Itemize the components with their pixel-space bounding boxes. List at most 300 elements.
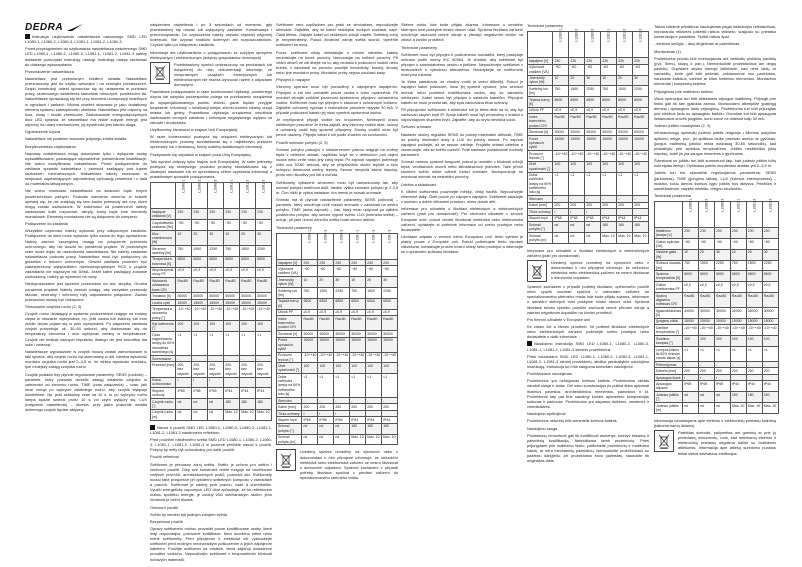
parameter-value: 15000 <box>208 299 224 305</box>
parameter-value: -10÷+40 <box>569 151 585 162</box>
parameter-value: 200, bez wtyczki <box>224 362 240 377</box>
parameter-value: nd <box>683 392 699 403</box>
parameter-value: ~60 <box>746 239 762 250</box>
parameter-label: Švietimo kampas [°] <box>655 336 683 347</box>
parameter-value: ≥0,9 <box>730 282 746 293</box>
parameter-value: Ra≥80 <box>366 316 382 331</box>
parameter-label: Temperatura barwowa [K] <box>151 256 176 267</box>
parameter-value: 200 <box>318 404 334 410</box>
parameter-value: ~60 <box>683 239 699 250</box>
table-row <box>277 352 398 363</box>
paragraph: Ke zdraví lidí a životní prostředí. Ve potřebě likvidace elektrických nebo elektronických zařízení požádejte svého prodejce nebo dodavatele o další informace. <box>527 323 649 340</box>
parameter-value: I <box>318 410 334 416</box>
section-heading: Bezpečnost použití <box>150 518 183 524</box>
parameter-value: 15000 <box>256 299 272 305</box>
parameter-value: 20 <box>746 249 762 260</box>
parameter-value: 200 <box>746 368 762 374</box>
parameter-value: 15000 <box>714 318 730 324</box>
parameter-value: IP44 <box>350 417 366 423</box>
model-name: L1081-1 <box>355 230 360 243</box>
parameter-label: Napájení [V] <box>277 259 302 265</box>
paragraph: Prožektorių remontuoti gali tik kvalifikuoti asmenys, turintys tinkamą ir patvirtintą kvalifikaciją. Neleidžiama keisti prožektorių. Prieš prijungdami prie maitinimo tinklo, patikrinkite prožektorių ir maitinimo kabelį, ar nėra mechaninių pažeidimų. Nenaudokite prožektoriaus su pažeistu dangteliu. Jei prožektorius buvo pažeistas, naudokite tik originalias dalis. <box>527 432 649 464</box>
paragraph: Je třeba pamatovat, že vhodný vodič je velmi důležitý. Pokud je napájecí kabel poškozen, musí jej vyměnit výrobce, jeho servisní technik nebo podobně kvalifikovaná osoba, aby se zabránilo nebezpečí. Kabel nesmí být připojen k ostatním kabelům. Připojení kabelu se musí provést tak, aby byla zachována třída ochrany. <box>401 79 523 105</box>
parameter-value: 30000 <box>585 129 601 135</box>
parameter-value: 750 <box>350 288 366 299</box>
parameter-value: 200 <box>730 368 746 374</box>
parameter-value: ≥0,9 <box>350 309 366 315</box>
paragraph: Niedopuszczalne jest łączenie przewodów na tzw. skrętkę. Groźba porażenia prądem! Należy zwrócić uwagę, aby wszystkie przewody fazowe, neutralny i ochronny były odpowiednio połączone. Zaciski przewodów muszą być dokręcone. <box>25 281 147 302</box>
parameter-label: Šviesos srautas [lm] <box>656 261 681 270</box>
model-header-cell <box>699 198 715 228</box>
parameter-value: 100 <box>699 336 715 347</box>
brand-logo: DEDRA <box>25 21 64 33</box>
model-header-cell <box>617 28 633 58</box>
parameter-value: ~60 <box>730 239 746 250</box>
parameter-value: 6500 <box>208 256 224 267</box>
parameter-value: 30000 <box>240 293 256 299</box>
parameter-value: 6500 <box>553 97 569 108</box>
technical-parameters-table <box>654 198 779 414</box>
table-row <box>151 377 272 388</box>
parameter-value: 200 <box>714 368 730 374</box>
parameter-label: Maitinimo įtampa [V] <box>655 228 683 239</box>
model-header-cell <box>633 28 649 58</box>
parameter-label: Przewód [mm] <box>151 362 176 377</box>
section-heading: Údržba a skladování <box>401 181 437 187</box>
parameter-value: Max. 10 <box>601 232 617 243</box>
parameter-value: 200 <box>633 202 649 208</box>
paragraph: Czujnik ruchu działający w systemie podczerwieni reaguje na zmiany ciepła w obszarze wykrywania, np. jeśli osoba lub zwierzę lub inne źródło ciepła pojawi się w polu wykrywania. Po włączeniu zasilania czujnik potrzebuje ok. 30–60 sekund, aby dostosować się do temperatury otoczenia i móc wykrywać zmiany w temperaturze. Czujnik nie emituje żadnych impulsów, dlatego nie jest szkodliwy dla ludzi i zwierząt. <box>25 311 147 347</box>
parameter-value: I <box>334 410 350 416</box>
parameter-label: Apsaugos klasė <box>656 375 681 380</box>
parameter-value: 6500 <box>617 97 633 108</box>
parameter-value: ~50 <box>208 220 224 231</box>
table-row <box>528 222 649 233</box>
parameter-value: -10÷+40 <box>350 352 366 363</box>
parameter-label: Czujnik ruchu [m] <box>151 409 176 420</box>
weee-text: Uvedený symbol umístěný na výrobcích nebo v dokumentaci k nim připojené informuje, že nefunkční elektrická nebo elektronická zařízení se nesmí likvidovat s domovním odpadem. Správné zacházení v případě potřeby likvidace spočívá v předání zařízení do specializovaného sběrného místa. <box>300 449 398 480</box>
parameter-label: Strumień świetlny [lm] <box>151 246 176 257</box>
parameter-value: -10÷+40 <box>366 352 382 363</box>
paragraph: Wszystkie czynności należy wykonać przy odłączonym zasilaniu. Podłączenie do sieci może wykonać tylko osoba do tego uprawniona. Należy zwrócić szczególną uwagę na połączenie przewodu ochronnego, aby nie doszło do porażenia prądem. W przeciwnym razie może dojść do uszkodzenia naświetlacza. Nie należy zasłaniać naświetlacza podczas pracy. Naświetlacz musi być podłączony do gniazdka z bolcem ochronnym. Obwód zasilania powinien być zabezpieczony wyłącznikiem różnicowoprądowym RCD o prądzie zadziałania nie większym niż 30mA. Jeżeli kabel zasilający zostanie uszkodzony, należy go wymienić na nowy. <box>25 228 147 280</box>
table-header-row <box>277 233 398 259</box>
paragraph: Infraraudonųjų spindulių judesio jutiklis reaguoja į šilumos pokyčius aptikimo srityje, pvz., jei aptikimo lauke pasirodo asmuo ar gyvūnas. Įjungus maitinimą jutikliui reikia maždaug 30-60 sekundžių, kad prisitaikytų prie aplinkos temperatūros. Jutiklis neskleidžia jokių impulsų, todėl jis yra saugus žmonėms ir gyvūnams. <box>654 130 776 156</box>
parameter-value: ≥0,9 <box>382 309 398 315</box>
model-name: L1080-2 <box>323 230 328 243</box>
table-row <box>655 392 779 403</box>
parameter-value: - <box>302 397 318 403</box>
parameter-value: Ra≥80 <box>601 114 617 129</box>
parameter-label: Napájení [V] <box>528 58 553 64</box>
parameter-label: Czas nagrzewania lampy do 60% strumienia świetlnego [s] <box>152 332 175 355</box>
parameter-value: Max. 10 <box>746 403 762 414</box>
parameter-value: 20 <box>366 277 382 288</box>
parameter-value: 180 <box>746 392 762 403</box>
parameter-value: 230 <box>601 58 617 64</box>
parameter-value: 1500 <box>617 86 633 97</box>
parameter-value: 6500 <box>633 97 649 108</box>
parameter-value: Ra≥80 <box>318 316 334 331</box>
parameter-value: <1 <box>192 332 208 356</box>
paragraph: Správné zacházení v případě potřeby likvidace, opětovného použití nebo využití součástí spočívá v odevzdání zařízení do specializovaného sběrného místa, kde bude přijato zdarma. Informace o umístění sběrných míst poskytne místní obecní úřad. Správná likvidace tohoto výrobku pomůže zachovat cenné přírodní zdroje a zabrání negativním dopadům na životní prostředí. <box>527 284 649 315</box>
parameter-value: ≥0,9 <box>366 309 382 315</box>
parameter-value: Ra≥80 <box>683 293 699 308</box>
parameter-value: <1 <box>302 374 318 398</box>
crossed-bin-icon <box>527 260 547 282</box>
section-title-text: Naudojimo instrukcija SMD LED L1080-1, L1080-2, L1080-3, L1081-1, L1081-2, L1081-3 sieninis prožektorius <box>527 341 649 352</box>
table-row <box>655 403 779 414</box>
parameter-value: IP65 <box>334 417 350 423</box>
paragraph: Informace pro uživatele o likvidaci elektrických a elektronických zařízení (platí pro domácnosti). Pro obchodní uživatele v zemích Evropské unie: pokud chcete likvidovat elektrická nebo elektronická zařízení, vyžádejte si potřebné informace od svého prodejce nebo dodavatele. <box>401 206 523 232</box>
parameter-label: Stupeň krytí <box>277 417 302 423</box>
paragraph: Je nepřípustné připojit vodiče tzv. kroucením. Nebezpečí úrazu elektrickým proudem! Je třeba zajistit, aby všechny vodiče fáze, nulový a ochranný vodič byly správně připojeny. Svorky vodičů musí být pevně utaženy. Připojte kabel k síti podle značení na svorkovnici. <box>276 117 398 138</box>
parameter-value: - <box>601 196 617 202</box>
model-header-cell <box>176 179 192 209</box>
section-heading: Připojení k napájení <box>276 77 311 83</box>
parameter-label: Úhel vyzařování [°] <box>528 161 553 172</box>
parameter-value: Max. 10 <box>382 434 398 445</box>
parameter-value: Ra≥80 <box>302 316 318 331</box>
parameter-value: -10÷+40 <box>746 325 762 336</box>
paragraph: Snímač má tři plynule nastavitelné parametry: SENS (citlivost) – parametr, který umožňuje určit rozsah snímače v závislosti na směru pohybu. TIME (doba zapnutí) – čas, který musí uplynout po zjištění posledního pohybu, aby senzor vypnul světlo. LUX (intenzita světla) – určuje, při jaké úrovni denního světla bude senzor aktivní. <box>276 197 398 223</box>
parameter-value: 200 <box>617 202 633 208</box>
parameter-value: Ra≥80 <box>240 278 256 293</box>
parameter-value: 30000 <box>366 331 382 337</box>
model-name: L1081-1 <box>736 198 741 212</box>
parameter-value: 100 <box>334 363 350 374</box>
parameter-value: 10 <box>683 249 699 260</box>
parameter-value: I <box>569 209 585 215</box>
table-row <box>528 97 649 108</box>
section-heading: Pro firemní uživatele v Evropské unii <box>527 316 590 322</box>
weee-notice <box>527 260 649 282</box>
table-row <box>151 362 272 377</box>
section-heading: Prožektoriaus naudojimas <box>527 371 572 377</box>
parameter-value: IP65 <box>553 215 569 221</box>
parameter-value: - <box>699 361 715 367</box>
model-header-cell <box>762 198 778 228</box>
paragraph: Světlomet je přenosný zdroj světla. Světlo je určeno pro vnitřní i venkovní použití. Díky své konstrukci dobře funguje na osvětlování vnějších povrchů, architektonických prvků, pomníků atd. Světlomety budou také prospěšné při vytváření světelných kompozic v zahradách a parcích. Světlomet je odolný proti prachu, vodě a chemikáliím. Využití energeticky úsporných LED diod způsobuje, že se reflektorem nízkou spotřebu energie, je odolný vůči mechanickým rázům, jeho životnost je velmi dlouhá. <box>150 461 272 503</box>
model-name: L1081-1 <box>606 28 611 42</box>
paragraph: Sběrné místo, kde bude přijato zdarma. Informace o umístění sběrných míst poskytne místní obecní úřad. Správná likvidace zařízení umožňuje zachovat cenné zdroje a předejít negativním vlivům na zdraví a životní prostředí. <box>401 22 523 43</box>
table-row <box>151 409 272 420</box>
parameter-value: 30000 <box>714 308 730 319</box>
model-name: L1081-2 <box>622 28 627 42</box>
parameter-value: -10÷+40 <box>714 325 730 336</box>
parameter-value: <1 <box>366 374 382 398</box>
parameter-value: 20 <box>240 230 256 245</box>
parameter-value: ~60 <box>350 266 366 277</box>
parameter-value: ≥0,9 <box>334 309 350 315</box>
model-name: L1080-2 <box>574 28 579 42</box>
parameter-label: Index barevného podání CRI <box>277 316 302 331</box>
table-header-row <box>655 202 779 228</box>
parameter-value: Ra≥80 <box>730 293 746 308</box>
section-heading: Ograniczenie użycia <box>25 129 61 135</box>
parameter-value: 100 <box>240 321 256 332</box>
paragraph: Prožektorius yra nešiojamas šviesos šaltinis. Prožektorius skirtas naudoti viduje ir lauke. Dėl savo konstrukcijos jis puikiai tinka apšviesti išorinius paviršius, architektūrinius elementus, paminklus ir kt. Prožektoriai taip pat bus naudingi kuriant apšvietimo kompozicijas soduose ir parkuose. Prožektorius yra atsparus dulkėms, vandeniui ir chemikalams. <box>527 378 649 409</box>
parameter-label: Účiník PF <box>277 309 302 315</box>
parameter-value: 30000 <box>382 331 398 337</box>
parameter-label: Pritemdymas <box>655 361 683 367</box>
table-row <box>151 278 272 293</box>
parameter-value: 30 <box>633 75 649 86</box>
parameter-label: Teplota barvy [K] <box>277 298 302 309</box>
parameter-value: Max. 10 <box>617 232 633 243</box>
model-header-cell <box>208 179 224 209</box>
model-header-cell <box>601 28 617 58</box>
parameter-value: - <box>350 397 366 403</box>
parameter-label: Trwałość [h] <box>151 293 176 299</box>
parameter-value: -10÷+40 <box>617 151 633 162</box>
parameter-value: 100 <box>714 336 730 347</box>
parameter-value: Ra≥80 <box>714 293 730 308</box>
parameter-value: <1 <box>730 346 746 361</box>
section-heading: Použití snímače pohybu (2, 3) <box>276 139 328 145</box>
parameter-value: 1500 <box>240 246 256 257</box>
parameter-value: -10÷+40 <box>240 306 256 321</box>
table-row <box>528 114 649 129</box>
parameter-label: Ilgaamžiškumas [h] <box>656 308 682 317</box>
parameter-value: - <box>633 196 649 202</box>
model-header-cell <box>240 179 256 209</box>
parameter-value: Max. 10 <box>633 232 649 243</box>
model-header-cell <box>730 198 746 228</box>
parameter-value: <1 <box>350 374 366 398</box>
table-row <box>277 288 398 299</box>
parameter-label: Životnost [h] <box>528 129 553 135</box>
parameter-value: IP44 <box>240 388 256 399</box>
paragraph: Naświetlacz nie powinien stanowić jedynego źródła światła. <box>25 136 128 142</box>
parameter-value: I <box>585 209 601 215</box>
table-row <box>277 277 398 288</box>
parameter-value: 200 <box>601 202 617 208</box>
parameter-value: 30 <box>334 277 350 288</box>
parameter-value: 15000 <box>224 299 240 305</box>
parameter-value: - <box>240 355 256 361</box>
parameter-label: Stopień ochrony <box>151 388 176 399</box>
parameter-value: -10÷+40 <box>683 325 699 336</box>
model-header-cell <box>569 28 585 58</box>
parameter-value: 30 <box>762 249 778 260</box>
parameter-value: nd <box>318 434 334 445</box>
parameter-value: ~60 <box>714 239 730 250</box>
table-row <box>655 260 779 271</box>
parameter-value: nd <box>585 222 601 233</box>
parameter-label: Częstotliwość zasilania [Hz] <box>151 220 176 231</box>
parameter-value: 100 <box>569 161 585 172</box>
text-column <box>527 22 649 465</box>
parameter-label: Galios koeficientas PF <box>655 282 683 293</box>
parameter-value: 180 <box>366 423 382 434</box>
table-header-row <box>528 32 649 58</box>
parameter-value: 100 <box>617 161 633 172</box>
parameter-value: Ra≥80 <box>382 316 398 331</box>
parameter-value: IP65 <box>192 388 208 399</box>
parameter-value: 200, bez wtyczki <box>192 362 208 377</box>
parameter-value: 230 <box>553 58 569 64</box>
parameter-value: -10÷+40 <box>256 306 272 321</box>
parameter-value: ~60 <box>318 266 334 277</box>
parameter-value: 200 <box>350 404 366 410</box>
parameter-value: 750 <box>176 246 192 257</box>
parameter-label: Kabelis [mm] <box>655 368 683 374</box>
parameter-value: I <box>683 374 699 380</box>
parameter-value: -10÷+40 <box>224 306 240 321</box>
parameter-value: ≥0,9 <box>683 282 699 293</box>
model-header-cell <box>746 198 762 228</box>
parameter-value: - <box>318 397 334 403</box>
parameter-value: 10 <box>730 249 746 260</box>
parameter-value: 180 <box>382 423 398 434</box>
parameter-value: 200, bez wtyczki <box>208 362 224 377</box>
parameter-value: ~50 <box>224 220 240 231</box>
table-row <box>528 75 649 86</box>
parameter-value: - <box>617 196 633 202</box>
parameter-value: 750 <box>224 246 240 257</box>
parameter-value: ≥0,9 <box>633 107 649 113</box>
parameter-label: Jmenovitý výkon [W] <box>277 277 302 288</box>
table-row <box>528 135 649 150</box>
parameter-value: 30000 <box>601 129 617 135</box>
paragraph: Likvidace odpadu v zemích mimo Evropskou unii: tento symbol je platný pouze v Evropské unii. Pokud potřebujete tento výrobek zlikvidovat, kontaktujte prosím místní úřady nebo prodejce a informujte se o správném způsobu likvidace. <box>401 233 523 255</box>
parameter-value: nd <box>569 222 585 233</box>
crossed-bin-icon <box>276 449 296 471</box>
parameter-value: 10 <box>553 75 569 86</box>
table-row <box>151 332 272 356</box>
section-heading: Techniniai parametrai <box>654 193 691 199</box>
parameter-value: 100 <box>746 336 762 347</box>
parameter-value: 180 <box>601 222 617 233</box>
crossed-bin-icon <box>150 62 170 84</box>
weee-text: Przedstawiony symbol umieszczony na produktach lub dołączonej do nich dokumentacji informuje, że niesprawnych urządzeń elektrycznych lub elektronicznych nie można wyrzucać razem z odpadami domowymi. <box>174 61 272 88</box>
parameter-value: -10÷+40 <box>334 352 350 363</box>
model-header-cell <box>192 179 208 209</box>
parameter-value: -10÷+40 <box>176 306 192 321</box>
paragraph: Przed przystąpieniem do użytkowania naświetlacza naściennego SMD LED L1080-1, L1080-2, L1080-3, L1081-1, L1081-2, L1081-3 należy dokładnie przeczytać instrukcję obsługi. Instrukcję należy zachować do dalszego wykorzystania. <box>25 46 147 67</box>
parameter-value: Ra≥80 <box>569 114 585 129</box>
parameter-value: 230 <box>366 259 382 265</box>
parameter-value: <1 <box>714 346 730 361</box>
parameter-value: nd <box>176 409 192 420</box>
parameter-value: 750 <box>553 86 569 97</box>
section-heading: Stosowanie czujnika ruchu (2, 3) <box>25 304 82 309</box>
parameter-value: <1 <box>318 374 334 398</box>
parameter-value: 180 <box>224 399 240 410</box>
parameter-value: Ra≥80 <box>176 278 192 293</box>
section-heading: Naudojimo sauga <box>527 425 558 431</box>
parameter-value: 230 <box>318 259 334 265</box>
parameter-value: 1500 <box>699 260 715 271</box>
paragraph: Pozor: světlomet nikdy neinstalujte s ručním nářadím, kabely neumisťujte na horké povrchy. Nemontujte na hořlavé povrchy. Při vrtání otvorů ve zdi dbejte na to, aby nedošlo k poškození vodičů nebo trubek, v závislosti na povrchu použijte hmoždinky, šrouby, šrouby nebo jiné montážní prvky. Montážní prvky nejsou součástí sady. <box>276 49 398 76</box>
parameter-value: 15000 <box>730 318 746 324</box>
parameter-value: - <box>366 397 382 403</box>
paragraph: W razie konieczności pozbycia się urządzeń elektrycznych lub elektronicznych, prosimy skontaktować się z najbliższym punktem sprzedaży lub z dostawcą, którzy udzielą dodatkowych informacji. <box>150 134 272 150</box>
parameter-label: Účiník PF <box>528 107 553 113</box>
paragraph: Nie wolno montować naświetlacza na ścianach bądź innych powierzchniach palnych. Podczas wiercenia otworów w ścianie upewnij się, że nie znajdują się tam żadne przewody ani rury, które mogą zostać uszkodzone. W zależności od powierzchni należy zastosować kołki rozporowe, wkręty, śruby bądź inne elementy montażowe. Elementy montażowe nie są dołączone do kompletu. <box>25 188 147 219</box>
table-row <box>655 249 779 260</box>
text-column <box>150 22 272 564</box>
parameter-label: Životnost [h] <box>277 331 302 337</box>
parameter-label: Spalvos temperatūra [K] <box>655 271 683 282</box>
parameter-value: 6500 <box>302 298 318 309</box>
parameter-value <box>224 377 240 388</box>
model-name: L1081-3 <box>261 179 266 193</box>
parameter-value: 180 <box>240 399 256 410</box>
model-name: L1080-1 <box>181 179 186 193</box>
parameter-value: ~60 <box>633 64 649 75</box>
parameter-value: I <box>553 209 569 215</box>
table-row <box>277 266 398 277</box>
parameter-label: Světelný tok [lm] <box>277 288 302 299</box>
model-header-cell <box>683 198 699 228</box>
parameter-value: 180 <box>256 399 272 410</box>
parameter-value: 100 <box>208 321 224 332</box>
parameter-value: 6500 <box>192 256 208 267</box>
parameter-value: 15000 <box>746 318 762 324</box>
parameter-value: 20 <box>569 75 585 86</box>
parameter-value: 6500 <box>585 97 601 108</box>
parameter-value: ≥0,9 <box>617 107 633 113</box>
parameter-value: 100 <box>366 363 382 374</box>
parameter-value: 750 <box>601 86 617 97</box>
parameter-value: 15000 <box>318 337 334 352</box>
table-header-cell <box>528 32 553 58</box>
table-row <box>277 337 398 352</box>
table-header-cell <box>277 233 302 259</box>
parameter-value: IP65 <box>683 381 699 392</box>
parameter-value: Ra≥80 <box>762 293 778 308</box>
parameter-label: Kabel [mm] <box>277 404 302 410</box>
parameter-value: -10÷+40 <box>382 352 398 363</box>
parameter-value: 30000 <box>334 331 350 337</box>
parameter-value: - <box>553 196 569 202</box>
model-header-cell <box>224 179 240 209</box>
model-header-cell <box>366 230 382 259</box>
parameter-value: 230 <box>302 259 318 265</box>
parameter-value: <1 <box>208 332 224 356</box>
parameter-value: 15000 <box>762 318 778 324</box>
table-row <box>655 346 779 361</box>
paragraph: Taikos reikšmė pritaikinus naudojamas pagal instrukcijos reikalavimus, nepraranda reikšmės pakeisti rizikos veiksnio, susijusio su prietaiso konstrukcija ir paskirtimi. Tipiški rizikos tipai: <box>654 24 776 40</box>
section-heading: Przeznaczenie naświetlacza <box>25 68 74 74</box>
parameter-value: 230 <box>256 209 272 220</box>
parameter-label: Snímač pohybu [°] <box>277 423 302 434</box>
text-column <box>276 22 398 482</box>
section-heading: Informacje dla użytkowników o postępowaniu ze zużytym sprzętem elektrycznym i elektronicznym (dotyczy gospodarstw domowych) <box>150 49 272 60</box>
parameter-value: 6500 <box>318 298 334 309</box>
weee-notice <box>654 430 776 455</box>
parameter-value: <1 <box>762 346 778 361</box>
parameter-value: ~50 <box>240 220 256 231</box>
parameter-value: 230 <box>192 209 208 220</box>
table-row <box>151 246 272 257</box>
document-title-text: Instrukcja użytkowania naświetlacza naścianego SMD LED L1080-1, L1080-2, L1080-3, L1081-1, L1081-2, L1081-3 <box>25 34 147 45</box>
model-name: L1080-3 <box>590 28 595 42</box>
model-name: L1081-2 <box>752 198 757 212</box>
weee-text: Uvedený symbol umístěný na výrobcích nebo v dokumentaci k nim připojené informuje, že nefunkční elektrická nebo elektronická zařízení se nesmí likvidovat s domovním odpadem. <box>551 260 649 281</box>
parameter-value: I <box>302 410 318 416</box>
model-header-cell <box>334 230 350 259</box>
parameter-value: 230 <box>240 209 256 220</box>
table-row <box>655 239 779 250</box>
paragraph: Taki symbol dotyczy tylko krajów Unii Europejskiej. W razie potrzeby pozbycia się niniejszego produktu prosimy skontaktować się z lokalnymi władzami lub ze sprzedawcą celem uzyskania informacji o prawidłowym sposobie postępowania. <box>150 158 272 180</box>
section-heading: Judesio jutiklio naudojimas (2, 3) <box>654 123 711 129</box>
parameter-value: nd <box>683 403 699 414</box>
parameter-value: nd <box>176 399 192 410</box>
parameter-value: 6500 <box>762 271 778 282</box>
parameter-value: 30000 <box>553 129 569 135</box>
